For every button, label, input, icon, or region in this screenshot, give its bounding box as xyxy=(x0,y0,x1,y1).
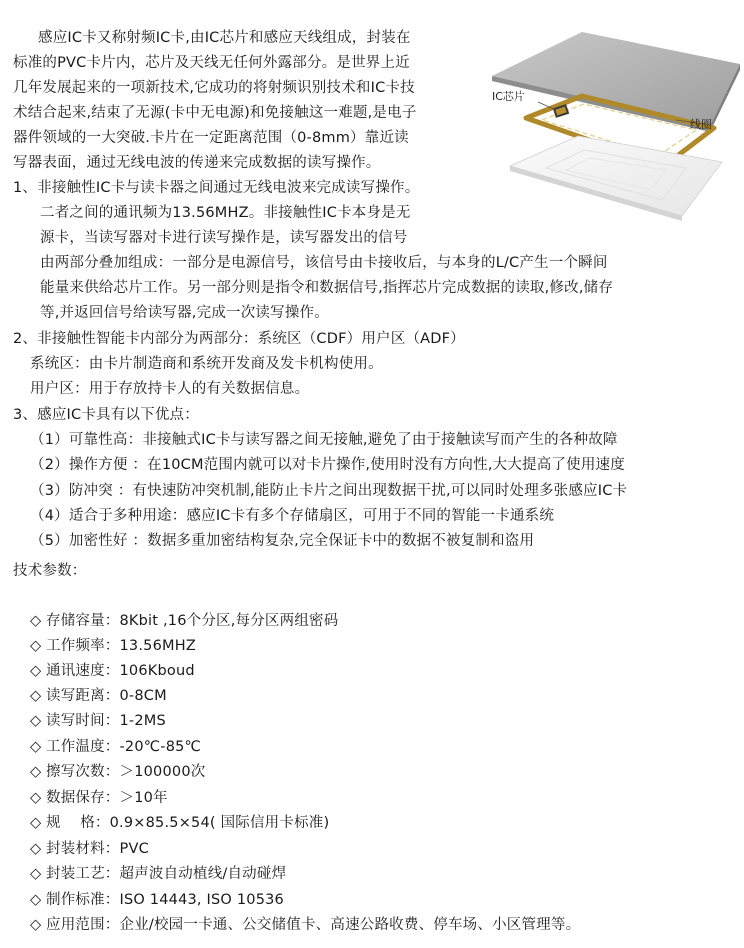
spec-item: ◇ 封装材料：PVC xyxy=(30,837,149,862)
intro-line: 器件领域的一大突破.卡片在一定距离范围（0-8mm）靠近读 xyxy=(13,130,409,146)
diamond-bullet-icon: ◇ xyxy=(30,866,42,882)
section3-title: 3、感应IC卡具有以下优点： xyxy=(13,407,199,423)
spec-item: ◇ 规 格：0.9×85.5×54( 国际信用卡标准) xyxy=(30,811,329,836)
chip-label: IC芯片 xyxy=(492,90,525,103)
spec-item: ◇ 工作温度：-20℃-85℃ xyxy=(30,735,201,760)
advantage-item: （4）适合于多种用途：感应IC卡有多个存储扇区，可用于不同的智能一卡通系统 xyxy=(30,508,555,524)
spec-item: ◇ 应用范围：企业/校园一卡通、公交储值卡、高速公路收费、停车场、小区管理等。 xyxy=(30,913,580,938)
section2-title: 2、非接触性智能卡内部分为两部分：系统区（CDF）用户区（ADF） xyxy=(13,331,465,347)
diamond-bullet-icon: ◇ xyxy=(30,917,42,933)
section1-title: 1、非接触性IC卡与读卡器之间通过无线电波来完成读写操作。 xyxy=(13,180,420,196)
card-structure-diagram xyxy=(486,18,742,228)
section1-line: 源卡，当读写器对卡进行读写操作是，读写器发出的信号 xyxy=(40,230,408,246)
diamond-bullet-icon: ◇ xyxy=(30,688,42,704)
diamond-bullet-icon: ◇ xyxy=(30,739,42,755)
diamond-bullet-icon: ◇ xyxy=(30,892,42,908)
coil-label: 线圈 xyxy=(690,118,712,131)
intro-line: 标准的PVC卡片内，芯片及天线无任何外露部分。是世界上近 xyxy=(13,55,410,71)
advantage-item: （5）加密性好 ：数据多重加密结构复杂,完全保证卡中的数据不被复制和盗用 xyxy=(30,533,535,549)
spec-item: ◇ 读写时间：1-2MS xyxy=(30,709,166,734)
advantage-item: （1）可靠性高：非接触式IC卡与读写器之间无接触,避免了由于接触读写而产生的各种故障 xyxy=(30,432,618,448)
specs-title: 技术参数： xyxy=(13,563,87,579)
diamond-bullet-icon: ◇ xyxy=(30,663,42,679)
diamond-bullet-icon: ◇ xyxy=(30,841,42,857)
spec-item: ◇ 制作标准：ISO 14443, ISO 10536 xyxy=(30,888,284,913)
section1-line: 等,并返回信号给读写器,完成一次读写操作。 xyxy=(40,305,329,321)
diamond-bullet-icon: ◇ xyxy=(30,790,42,806)
section1-line: 由两部分叠加组成：一部分是电源信号，该信号由卡接收后，与本身的L/C产生一个瞬间 xyxy=(40,255,608,271)
spec-item: ◇ 通讯速度：106Kboud xyxy=(30,659,195,684)
spec-item: ◇ 封装工艺：超声波自动植线/自动碰焊 xyxy=(30,862,286,887)
intro-line: 感应IC卡又称射频IC卡,由IC芯片和感应天线组成，封装在 xyxy=(38,30,411,46)
spec-item: ◇ 读写距离：0-8CM xyxy=(30,684,167,709)
diamond-bullet-icon: ◇ xyxy=(30,613,42,629)
section2-line: 用户区：用于存放持卡人的有关数据信息。 xyxy=(30,381,310,397)
diamond-bullet-icon: ◇ xyxy=(30,764,42,780)
spec-item: ◇ 工作频率：13.56MHZ xyxy=(30,634,196,659)
intro-line: 几年发展起来的一项新技术,它成功的将射频识别技术和IC卡技 xyxy=(13,80,415,96)
advantage-item: （2）操作方便 ：在10CM范围内就可以对卡片操作,使用时没有方向性,大大提高了使用速度 xyxy=(30,457,625,473)
section2-line: 系统区：由卡片制造商和系统开发商及发卡机构使用。 xyxy=(30,356,383,372)
spec-item: ◇ 擦写次数：＞100000次 xyxy=(30,760,205,785)
section1-line: 能量来供给芯片工作。另一部分则是指令和数据信号,指挥芯片完成数据的读取,修改,储存 xyxy=(40,280,614,296)
diamond-bullet-icon: ◇ xyxy=(30,713,42,729)
section1-line: 二者之间的通讯频为13.56MHZ。非接触性IC卡本身是无 xyxy=(40,205,411,221)
intro-line: 写器表面，通过无线电波的传递来完成数据的读写操作。 xyxy=(13,155,381,171)
diamond-bullet-icon: ◇ xyxy=(30,815,42,831)
advantage-item: （3）防冲突 ：有快速防冲突机制,能防止卡片之间出现数据干扰,可以同时处理多张感应IC卡 xyxy=(30,483,628,499)
diamond-bullet-icon: ◇ xyxy=(30,638,42,654)
spec-item: ◇ 数据保存：＞10年 xyxy=(30,786,168,811)
spec-item: ◇ 存储容量：8Kbit ,16个分区,每分区两组密码 xyxy=(30,609,338,634)
intro-line: 术结合起来,结束了无源(卡中无电源)和免接触这一难题,是电子 xyxy=(13,105,417,121)
